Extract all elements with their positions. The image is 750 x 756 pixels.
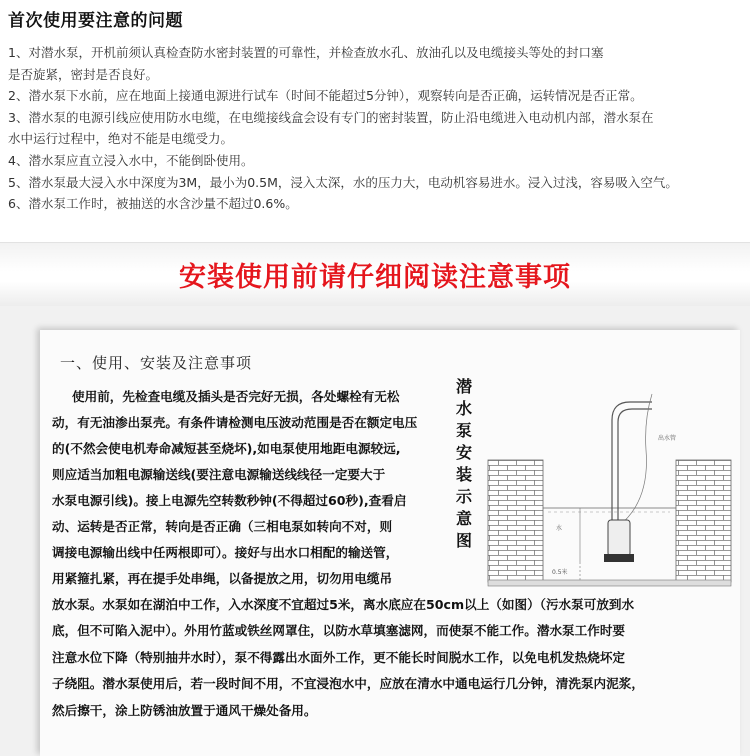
outlet-pipe-inner [618, 409, 652, 520]
diagram-label [453, 376, 475, 552]
manual-line: 调接电源输出线中任两根即可）。接好与出水口相配的输送管， [52, 545, 399, 560]
manual-line: 则应适当加粗电源输送线(要注意电源输送线线径一定要大于 [52, 467, 386, 482]
water-callout: 水 [556, 525, 563, 532]
depth-callout: 0.5米 [552, 569, 568, 576]
pipe-callout: 出水管 [658, 435, 677, 442]
pump-base [604, 554, 634, 562]
manual-line: 用紧箍扎紧，再在提手处串绳，以备提放之用，切勿用电缆吊 [52, 571, 393, 586]
notice-line: 6、潜水泵工作时，被抽送的水含沙量不超过0.6%。 [8, 196, 298, 212]
diagram-label-char: 泵 [455, 421, 472, 440]
notice-line: 水中运行过程中，绝对不能是电缆受力。 [8, 131, 234, 147]
diagram-label-char: 示 [455, 487, 472, 506]
manual-line: 子绕阻。潜水泵使用后，若一段时间不用，不宜浸泡水中，应放在清水中通电运行几分钟，清洗泵内泥浆， [52, 676, 644, 692]
manual-page [40, 330, 740, 756]
diagram-label-char: 潜 [455, 377, 472, 396]
right-brick-wall [676, 460, 731, 582]
diagram-label-char: 水 [455, 399, 472, 418]
manual-area [0, 306, 750, 756]
notice-line: 是否旋紧，密封是否良好。 [8, 66, 159, 82]
notice-title: 首次使用要注意的问题 [8, 11, 183, 31]
ground-base [488, 580, 731, 586]
section-title: 一、使用、安装及注意事项 [60, 354, 253, 372]
diagram-label-char: 装 [455, 465, 472, 484]
manual-line: 动，有无油渗出泵壳。有条件请检测电压波动范围是否在额定电压 [52, 415, 418, 430]
manual-line: 注意水位下降（特别抽井水时），泵不得露出水面外工作，更不能长时间脱水工作，以免电机发热烧坏定 [52, 649, 626, 665]
notice-line: 1、对潜水泵，开机前须认真检查防水密封装置的可靠性，并检查放水孔、放油孔以及电缆接头等处的封口塞 [8, 45, 604, 60]
manual-line: 然后擦干，涂上防锈油放置于通风干燥处备用。 [52, 702, 317, 718]
manual-line: 的(不然会使电机寿命减短甚至烧坏),如电泵使用地距电源较远, [52, 441, 401, 456]
pump-installation-diagram [480, 380, 738, 595]
manual-line: 放水泵。水泵如在湖泊中工作，入水深度不宜超过5米，离水底应在50cm以上（如图）（污水泵可放到水 [52, 597, 635, 612]
diagram-label-char: 安 [455, 443, 472, 462]
manual-line: 动、运转是否正常，转向是否正确（三相电泵如转向不对，则 [52, 519, 393, 534]
warning-banner [0, 242, 750, 308]
diagram-label-char: 图 [455, 531, 472, 550]
notice-line: 4、潜水泵应直立浸入水中，不能倒卧使用。 [8, 152, 254, 168]
notice-lines [8, 42, 746, 215]
diagram-label-char: 意 [455, 509, 472, 528]
first-use-notice [0, 0, 750, 240]
manual-line: 底，但不可陷入泥中）。外用竹蓝或铁丝网罩住，以防水草填塞滤网，而使泵不能工作。潜水泵工作时要 [52, 623, 626, 639]
banner-title: 安装使用前请仔细阅读注意事项 [179, 262, 571, 293]
manual-text-narrow [52, 384, 450, 592]
pump-body [608, 520, 630, 556]
notice-line: 3、潜水泵的电源引线应使用防水电缆，在电缆接线盒会设有专门的密封装置，防止沿电缆进入电动机内部，潜水泵在 [8, 109, 654, 125]
manual-text-wide [52, 592, 742, 724]
manual-line: 水泵电源引线)。接上电源先空转数秒钟(不得超过60秒),查看启 [52, 493, 407, 508]
manual-line: 使用前，先检查电缆及插头是否完好无损，各处螺栓有无松 [72, 389, 400, 404]
notice-line: 5、潜水泵最大浸入水中深度为3M，最小为0.5M，浸入太深，水的压力大，电动机容易进水。浸入过浅，容易吸入空气。 [8, 174, 678, 190]
power-cable [620, 394, 652, 525]
left-brick-wall [488, 460, 543, 582]
notice-line: 2、潜水泵下水前，应在地面上接通电源进行试车（时间不能超过5分钟），观察转向是否正确，运转情况是否正常。 [8, 88, 643, 104]
